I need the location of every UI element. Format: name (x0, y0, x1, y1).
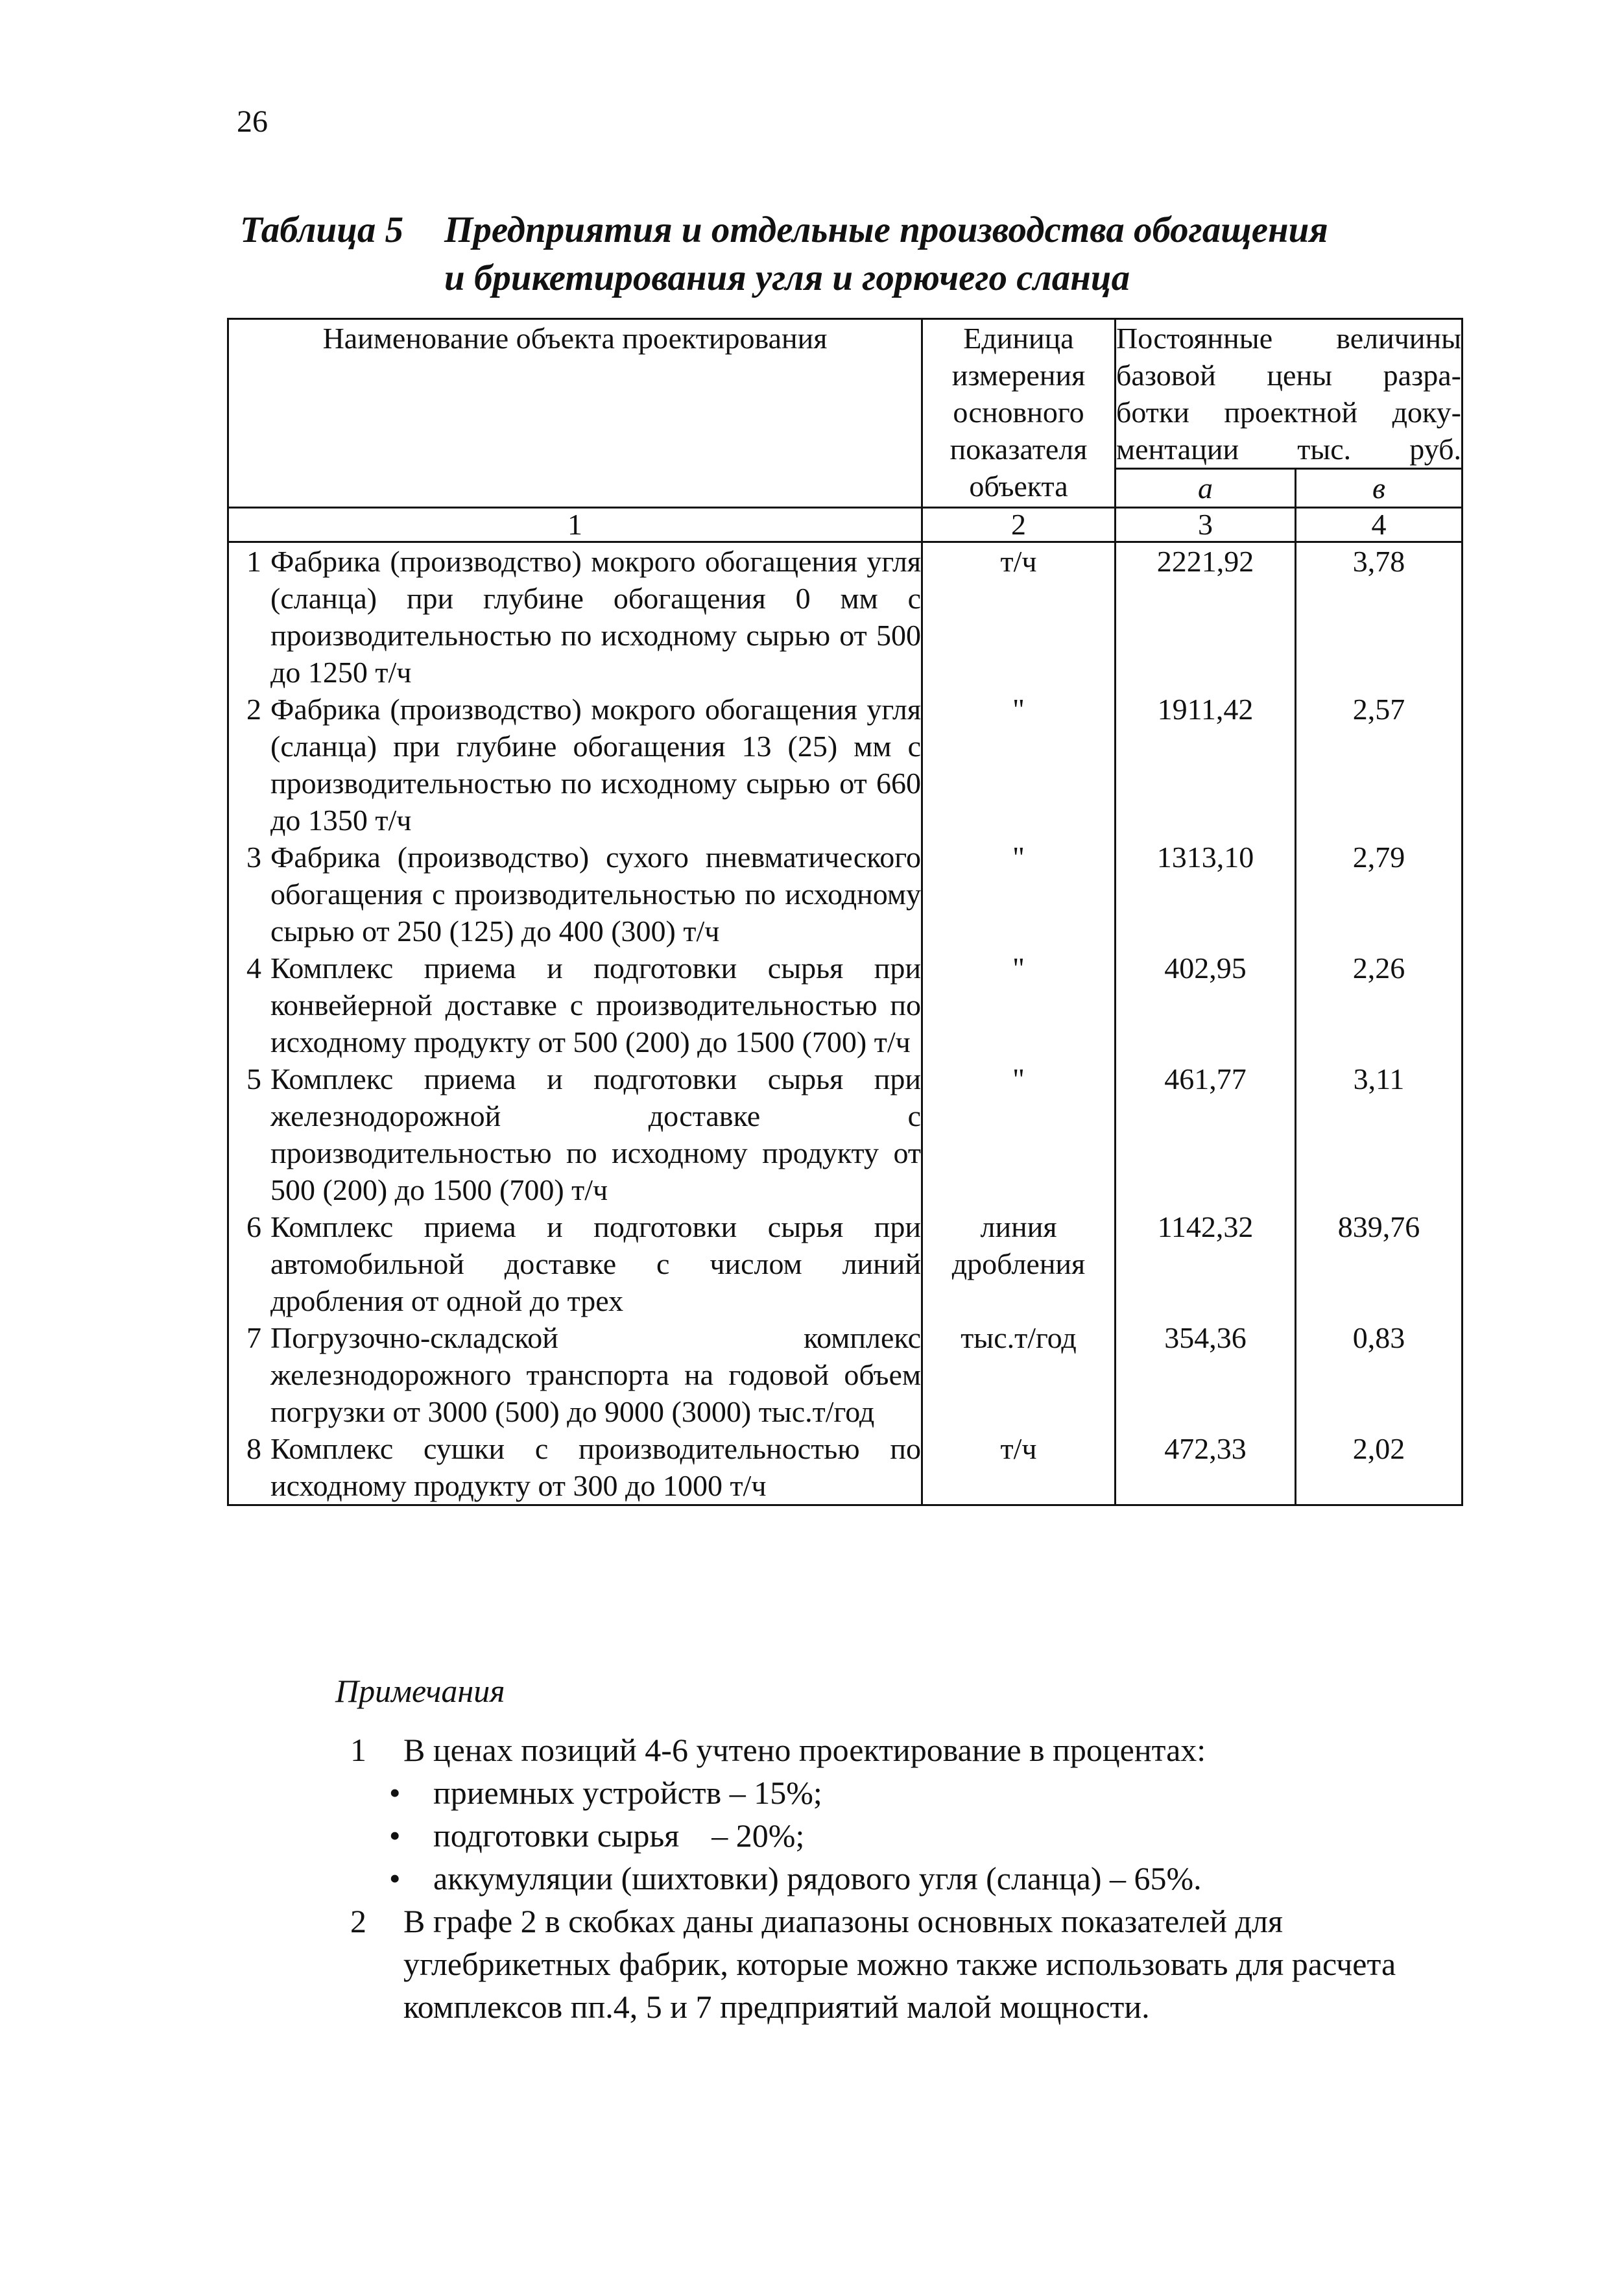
note-number: 2 (350, 1903, 366, 1939)
column-number: 1 (228, 508, 922, 542)
row-value-b: 0,83 (1296, 1319, 1463, 1430)
row-value-a: 2221,92 (1116, 542, 1296, 691)
note-bullet-list (389, 1771, 1466, 1900)
row-value-a: 1911,42 (1116, 691, 1296, 839)
row-value-a: 472,33 (1116, 1430, 1296, 1505)
table-row (228, 839, 1463, 950)
header-object-name: Наименование объекта проектирования (228, 319, 922, 508)
row-value-a: 1313,10 (1116, 839, 1296, 950)
table-label: Таблица 5 (240, 209, 404, 250)
header-const-line-2: базовой цены разра- (1116, 359, 1461, 392)
bullet-item (389, 1814, 1466, 1857)
table-title-line-1: Предприятия и отдельные производства обогащения (444, 209, 1328, 250)
row-object-name: Комплекс приема и подготовки сырья при конвейерной доставке с производительностью по исходному продукту от 500 (200) до 1500 (700) т/ч (270, 951, 921, 1059)
note-text: В графе 2 в скобках даны диапазоны основных показателей для углебрикетных фабрик, которые можно также использовать для расчета комплексов пп.4, 5 и 7 предприятий малой мощности. (403, 1903, 1396, 2025)
row-value-a: 354,36 (1116, 1319, 1296, 1430)
row-number: 7 (246, 1321, 261, 1354)
bullet-text: подготовки сырья – 20%; (433, 1817, 805, 1854)
column-number: 4 (1296, 508, 1463, 542)
bullet-text: приемных устройств – 15%; (433, 1775, 822, 1811)
notes-title: Примечания (335, 1673, 505, 1709)
row-unit: " (922, 950, 1116, 1060)
table-row (228, 691, 1463, 839)
header-const-line-4: ментации тыс. руб. (1116, 433, 1461, 466)
row-number: 2 (246, 693, 261, 726)
note-text: В ценах позиций 4-6 учтено проектирование в процентах: (403, 1732, 1206, 1768)
notes (350, 1729, 1466, 2028)
row-unit: т/ч (922, 1430, 1116, 1505)
row-object-name: Фабрика (производство) мокрого обогащения угля (сланца) при глубине обогащения 0 мм с производительностью по исходному сырью от 500 до 1250 т/ч (270, 545, 921, 689)
header-col-a: а (1116, 469, 1296, 508)
row-number: 3 (246, 841, 261, 874)
note-item (350, 1900, 1466, 2028)
header-constant-values (1116, 319, 1463, 469)
row-number: 5 (246, 1062, 261, 1095)
enterprise-price-table (227, 318, 1463, 1506)
row-number: 8 (246, 1432, 261, 1465)
bullet-icon: • (389, 1817, 401, 1854)
header-const-line-3: ботки проектной доку- (1116, 396, 1461, 429)
row-unit: " (922, 691, 1116, 839)
row-object-name: Погрузочно-складской комплекс железнодорожного транспорта на годовой объем погрузки от 3000 (500) до 9000 (3000) тыс.т/год (270, 1321, 921, 1428)
header-unit: Единица измерения основного показателя объекта (922, 319, 1116, 508)
header-const-line-1: Постоянные величины (1116, 322, 1461, 355)
row-value-a: 461,77 (1116, 1060, 1296, 1208)
column-number: 2 (922, 508, 1116, 542)
row-unit: " (922, 839, 1116, 950)
row-value-b: 2,57 (1296, 691, 1463, 839)
row-value-b: 839,76 (1296, 1208, 1463, 1319)
row-value-a: 1142,32 (1116, 1208, 1296, 1319)
row-unit: тыс.т/год (922, 1319, 1116, 1430)
page-number: 26 (237, 104, 268, 139)
row-number: 1 (246, 545, 261, 578)
row-value-b: 3,11 (1296, 1060, 1463, 1208)
table-title-line-2: и брикетирования угля и горючего сланца (444, 257, 1130, 298)
table-row (228, 1208, 1463, 1319)
row-number: 4 (246, 951, 261, 985)
table-row (228, 1060, 1463, 1208)
table-row (228, 542, 1463, 691)
row-number: 6 (246, 1210, 261, 1243)
note-item (350, 1729, 1466, 1771)
row-object-name: Фабрика (производство) мокрого обогащения угля (сланца) при глубине обогащения 13 (25) мм с производительностью по исходному сырью от 660 до 1350 т/ч (270, 693, 921, 837)
row-value-b: 2,26 (1296, 950, 1463, 1060)
row-object-name: Комплекс приема и подготовки сырья при автомобильной доставке с числом линий дробления от одной до трех (270, 1210, 921, 1317)
row-value-a: 402,95 (1116, 950, 1296, 1060)
bullet-icon: • (389, 1860, 401, 1896)
row-unit: т/ч (922, 542, 1116, 691)
row-value-b: 2,79 (1296, 839, 1463, 950)
row-unit: линия дробления (922, 1208, 1116, 1319)
bullet-icon: • (389, 1775, 401, 1811)
row-object-name: Комплекс приема и подготовки сырья при железнодорожной доставке с производительностью по исходному продукту от 500 (200) до 1500 (700) т/ч (270, 1062, 921, 1206)
table-row (228, 950, 1463, 1060)
column-numbers-row (228, 508, 1463, 542)
row-object-name: Фабрика (производство) сухого пневматического обогащения с производительностью по исходному сырью от 250 (125) до 400 (300) т/ч (270, 841, 921, 948)
note-number: 1 (350, 1732, 366, 1768)
row-value-b: 2,02 (1296, 1430, 1463, 1505)
bullet-item (389, 1857, 1466, 1900)
table-row (228, 1319, 1463, 1430)
bullet-item (389, 1771, 1466, 1814)
row-value-b: 3,78 (1296, 542, 1463, 691)
row-object-name: Комплекс сушки с производительностью по исходному продукту от 300 до 1000 т/ч (270, 1432, 921, 1502)
bullet-text: аккумуляции (шихтовки) рядового угля (сланца) – 65%. (433, 1860, 1202, 1896)
row-unit: " (922, 1060, 1116, 1208)
header-col-b: в (1296, 469, 1463, 508)
table-row (228, 1430, 1463, 1505)
column-number: 3 (1116, 508, 1296, 542)
